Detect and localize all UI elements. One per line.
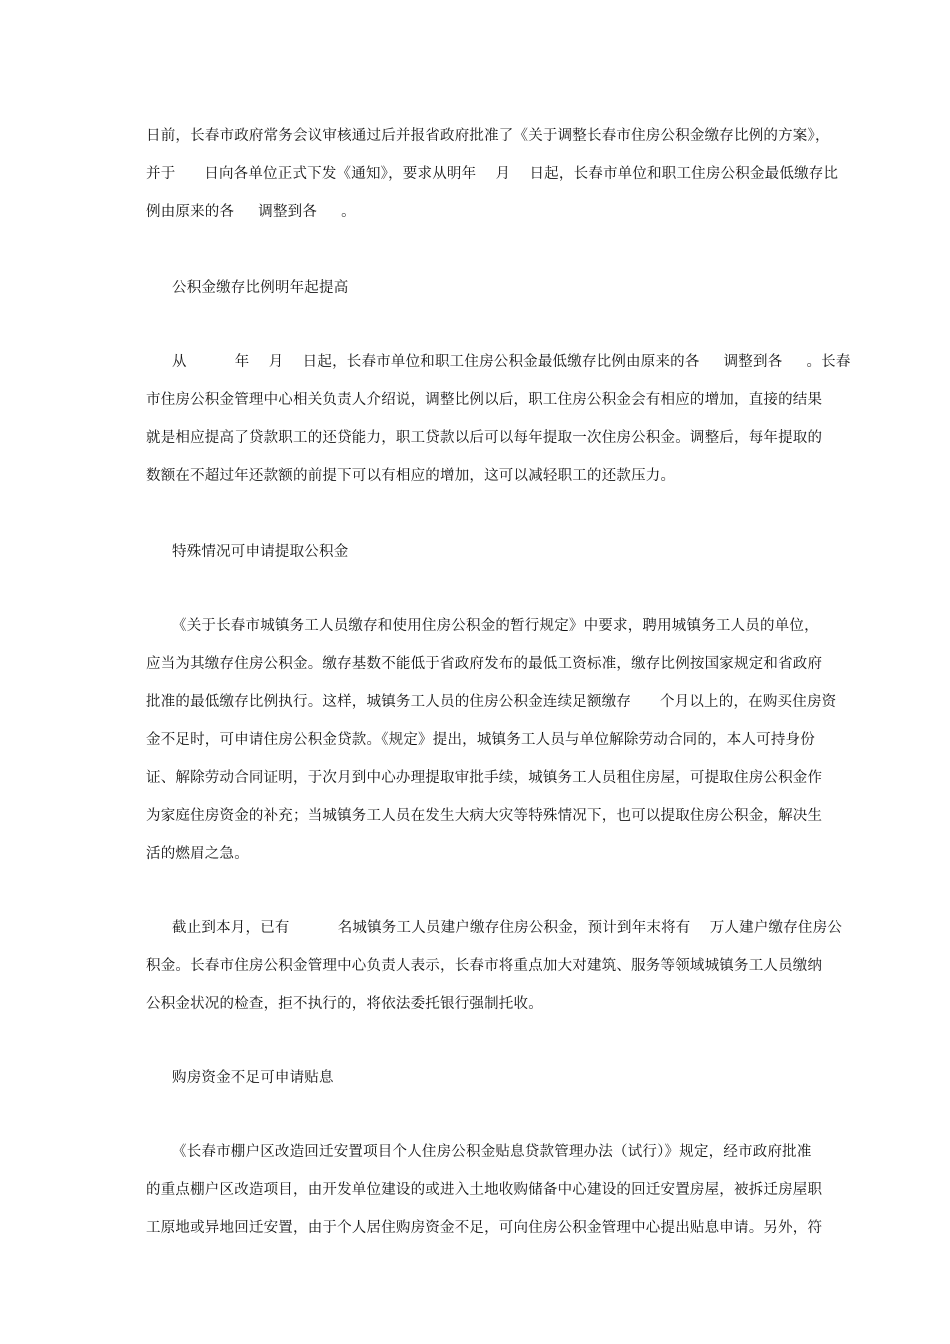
section-heading-special-withdrawal: 特殊情况可申请提取公积金 — [172, 544, 349, 560]
para-2-line-3: 批准的最低缴存比例执行。这样，城镇务工人员的住房公积金连续足额缴存 个月以上的，在购买住房资 — [146, 694, 837, 710]
para-2-line-4: 金不足时，可申请住房公积金贷款。《规定》提出，城镇务工人员与单位解除劳动合同的，本人可持身份 — [146, 732, 815, 748]
para-4-line-1: 《长春市棚户区改造回迁安置项目个人住房公积金贴息贷款管理办法（试行）》规定，经市政府批准 — [172, 1144, 812, 1160]
para-2-line-7: 活的燃眉之急。 — [146, 846, 249, 862]
para-4-line-2: 的重点棚户区改造项目，由开发单位建设的或进入土地收购储备中心建设的回迁安置房屋，被拆迁房屋职 — [146, 1182, 823, 1198]
para-2-line-2: 应当为其缴存住房公积金。缴存基数不能低于省政府发布的最低工资标准，缴存比例按国家规定和省政府 — [146, 656, 823, 672]
para-2-line-5: 证、解除劳动合同证明，于次月到中心办理提取审批手续，城镇务工人员租住房屋，可提取住房公积金作 — [146, 770, 823, 786]
section-heading-purchase-subsidy: 购房资金不足可申请贴息 — [172, 1070, 334, 1086]
para-1-line-1: 从 年 月 日起，长春市单位和职工住房公积金最低缴存比例由原来的各 调整到各 。长春 — [172, 354, 851, 370]
section-heading-contribution-ratio: 公积金缴存比例明年起提高 — [172, 280, 349, 296]
para-1-line-2: 市住房公积金管理中心相关负责人介绍说，调整比例以后，职工住房公积金会有相应的增加，直接的结果 — [146, 392, 823, 408]
para-3-line-2: 积金。长春市住房公积金管理中心负责人表示，长春市将重点加大对建筑、服务等领域城镇务工人员缴纳 — [146, 958, 823, 974]
para-1-line-4: 数额在不超过年还款额的前提下可以有相应的增加，这可以减轻职工的还款压力。 — [146, 468, 676, 484]
intro-line-2: 并于 日向各单位正式下发《通知》，要求从明年 月 日起，长春市单位和职工住房公积金最低缴存比 — [146, 166, 839, 182]
para-2-line-6: 为家庭住房资金的补充；当城镇务工人员在发生大病大灾等特殊情况下，也可以提取住房公积金，解决生 — [146, 808, 823, 824]
para-3-line-3: 公积金状况的检查，拒不执行的，将依法委托银行强制托收。 — [146, 996, 543, 1012]
para-2-line-1: 《关于长春市城镇务工人员缴存和使用住房公积金的暂行规定》中要求，聘用城镇务工人员的单位， — [172, 618, 819, 634]
para-4-line-3: 工原地或异地回迁安置，由于个人居住购房资金不足，可向住房公积金管理中心提出贴息申请。另外，符 — [146, 1220, 823, 1236]
intro-line-1: 日前，长春市政府常务会议审核通过后并报省政府批准了《关于调整长春市住房公积金缴存比例的方案》， — [146, 128, 830, 144]
para-1-line-3: 就是相应提高了贷款职工的还贷能力，职工贷款以后可以每年提取一次住房公积金。调整后，每年提取的 — [146, 430, 823, 446]
intro-line-3: 例由原来的各 调整到各 。 — [146, 204, 356, 220]
para-3-line-1: 截止到本月，已有 名城镇务工人员建户缴存住房公积金，预计到年末将有 万人建户缴存住房公 — [172, 920, 843, 936]
